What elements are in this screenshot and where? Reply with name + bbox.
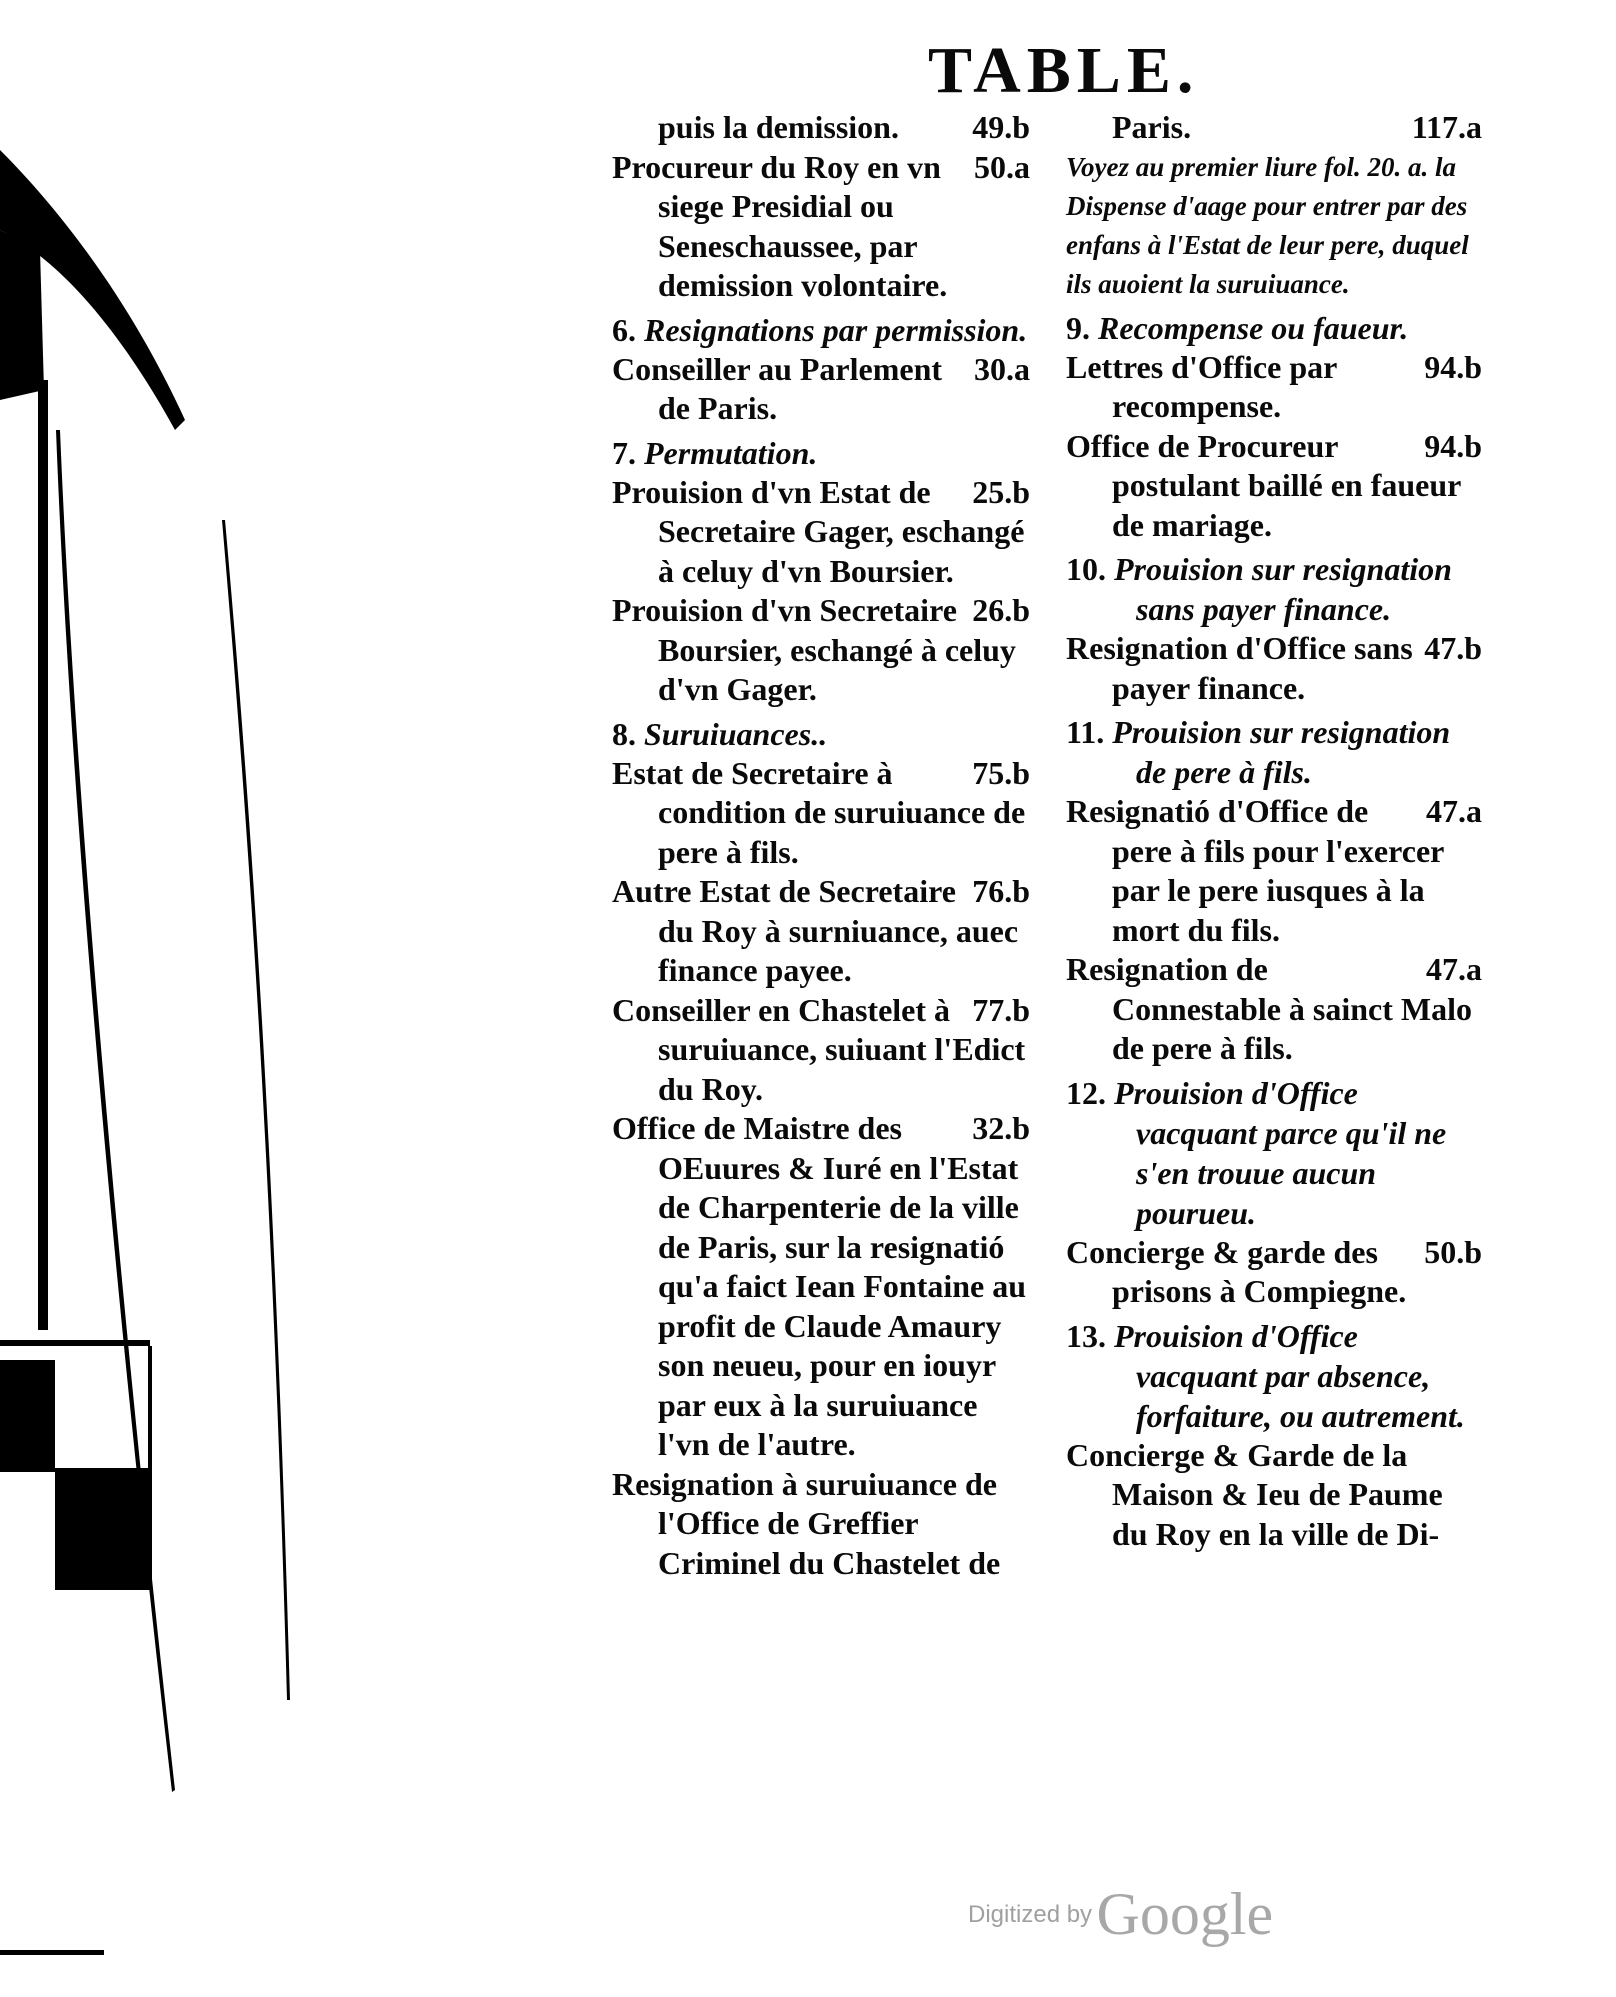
section-title: Prouision d'Office vacquant parce qu'il ne s'en trouue aucun pourueu. (1114, 1074, 1447, 1231)
section-title: Resignations par permission. (644, 311, 1028, 348)
section-title: Permutation. (644, 434, 818, 471)
section-heading (1066, 308, 1482, 348)
index-entry (1066, 108, 1482, 148)
index-entry (612, 591, 1030, 710)
section-number: 12. (1066, 1074, 1106, 1111)
entry-text: Estat de Secretaire à condition de suruiuance de pere à fils. (612, 754, 1026, 870)
section-number: 9. (1066, 309, 1090, 346)
section-number: 7. (612, 434, 636, 471)
section-title: Recompense ou faueur. (1098, 309, 1409, 346)
entry-text: Paris. (1112, 109, 1192, 145)
section-number: 10. (1066, 551, 1106, 587)
section-number: 6. (612, 311, 636, 348)
entry-text: Autre Estat de Secretaire du Roy à surniuance, auec finance payee. (612, 873, 1019, 988)
entry-text: Concierge & garde des prisons à Compiegne. (1066, 1233, 1407, 1309)
section-heading (612, 714, 1030, 754)
index-entry (612, 1109, 1030, 1465)
section-heading (612, 310, 1030, 350)
index-entry (1066, 1436, 1482, 1555)
page-reference: 47.a (1426, 951, 1482, 987)
page-reference: 117.a (1411, 109, 1482, 145)
index-entry (1066, 629, 1482, 708)
page-reference: 49.b (972, 109, 1030, 145)
section-title: Suruiuances.. (644, 715, 828, 752)
section-title: Prouision sur resignation sans payer finance. (1114, 551, 1452, 627)
right-column (1066, 108, 1482, 1554)
index-entry (612, 872, 1030, 991)
page-reference: 77.b (972, 991, 1030, 1028)
entry-text: Procureur du Roy en vn siege Presidial ou Seneschaussee, par demission volontaire. (612, 148, 948, 303)
page-reference: 26.b (972, 592, 1030, 628)
page-reference: 76.b (972, 873, 1030, 909)
entry-text: Resignatió d'Office de pere à fils pour l'exercer par le pere iusques à la mort du fils. (1066, 793, 1444, 948)
left-column (612, 108, 1030, 1583)
section-number: 13. (1066, 1317, 1106, 1354)
page-reference: 75.b (972, 754, 1030, 791)
page-reference: 32.b (972, 1110, 1030, 1146)
section-heading (612, 433, 1030, 473)
scan-edge-rule (0, 1950, 104, 1955)
section-title: Prouision d'Office vacquant par absence, forfaiture, ou autrement. (1114, 1317, 1465, 1434)
index-entry (1066, 792, 1482, 950)
entry-text: Office de Maistre des OEuures & Iuré en l'Estat de Charpenterie de la ville de Paris, sur la resignatió qu'a faict Iean Fontaine au profit de Claude Amaury son neueu, pour en iouyr par eux à la suruiuance l'vn de l'autre. (612, 1110, 1027, 1462)
index-entry (1066, 427, 1482, 546)
page-reference: 50.b (1424, 1233, 1482, 1270)
google-logo: Google (1096, 1881, 1274, 1947)
index-entry (612, 754, 1030, 873)
book-edge-shadow (0, 0, 340, 1997)
entry-text: Conseiller au Parlement de Paris. (612, 350, 943, 426)
section-heading (1066, 1073, 1482, 1233)
page-reference: 94.b (1424, 427, 1482, 464)
page-reference: 94.b (1424, 348, 1482, 385)
index-entry (612, 108, 1030, 148)
entry-text: Resignation de Connestable à sainct Malo de pere à fils. (1066, 951, 1472, 1066)
section-heading (1066, 1316, 1482, 1436)
section-number: 8. (612, 715, 636, 752)
page-reference: 30.a (974, 350, 1030, 387)
page-reference: 47.a (1426, 793, 1482, 829)
index-entry (612, 148, 1030, 306)
page-reference: 50.a (974, 148, 1030, 185)
page-title: TABLE. (928, 34, 1200, 107)
entry-text: Resignation d'Office sans payer finance. (1066, 630, 1413, 706)
index-entry (1066, 348, 1482, 427)
section-heading (1066, 549, 1482, 629)
entry-text: Resignation à suruiuance de l'Office de Greffier Criminel du Chastelet de (612, 1465, 1001, 1581)
index-entry (612, 350, 1030, 429)
entry-text: Lettres d'Office par recompense. (1066, 348, 1337, 424)
index-entry (612, 1465, 1030, 1584)
index-entry (612, 991, 1030, 1110)
cross-reference-note: Voyez au premier liure fol. 20. a. la Dispense d'aage pour entrer par des enfans à l'Estat de leur pere, duquel ils auoient la suruiuance. (1066, 151, 1469, 299)
section-title: Prouision sur resignation de pere à fils. (1112, 714, 1451, 790)
section-number: 11. (1066, 714, 1105, 750)
entry-text: Concierge & Garde de la Maison & Ieu de Paume du Roy en la ville de Di- (1066, 1436, 1443, 1552)
page-reference: 25.b (972, 473, 1030, 510)
section-heading (1066, 712, 1482, 792)
entry-text: Office de Procureur postulant baillé en faueur de mariage. (1066, 427, 1461, 543)
entry-text: Prouision d'vn Secretaire Boursier, eschangé à celuy d'vn Gager. (612, 592, 1016, 707)
index-entry (612, 473, 1030, 592)
digitized-label: Digitized by (968, 1901, 1093, 1928)
entry-text: puis la demission. (658, 109, 899, 145)
index-entry (1066, 1233, 1482, 1312)
page-reference: 47.b (1424, 630, 1482, 666)
entry-text: Prouision d'vn Estat de Secretaire Gager, eschangé à celuy d'vn Boursier. (612, 473, 1025, 589)
index-entry (1066, 950, 1482, 1069)
digitized-by-google-watermark (968, 1880, 1273, 1949)
entry-text: Conseiller en Chastelet à suruiuance, suiuant l'Edict du Roy. (612, 991, 1026, 1107)
